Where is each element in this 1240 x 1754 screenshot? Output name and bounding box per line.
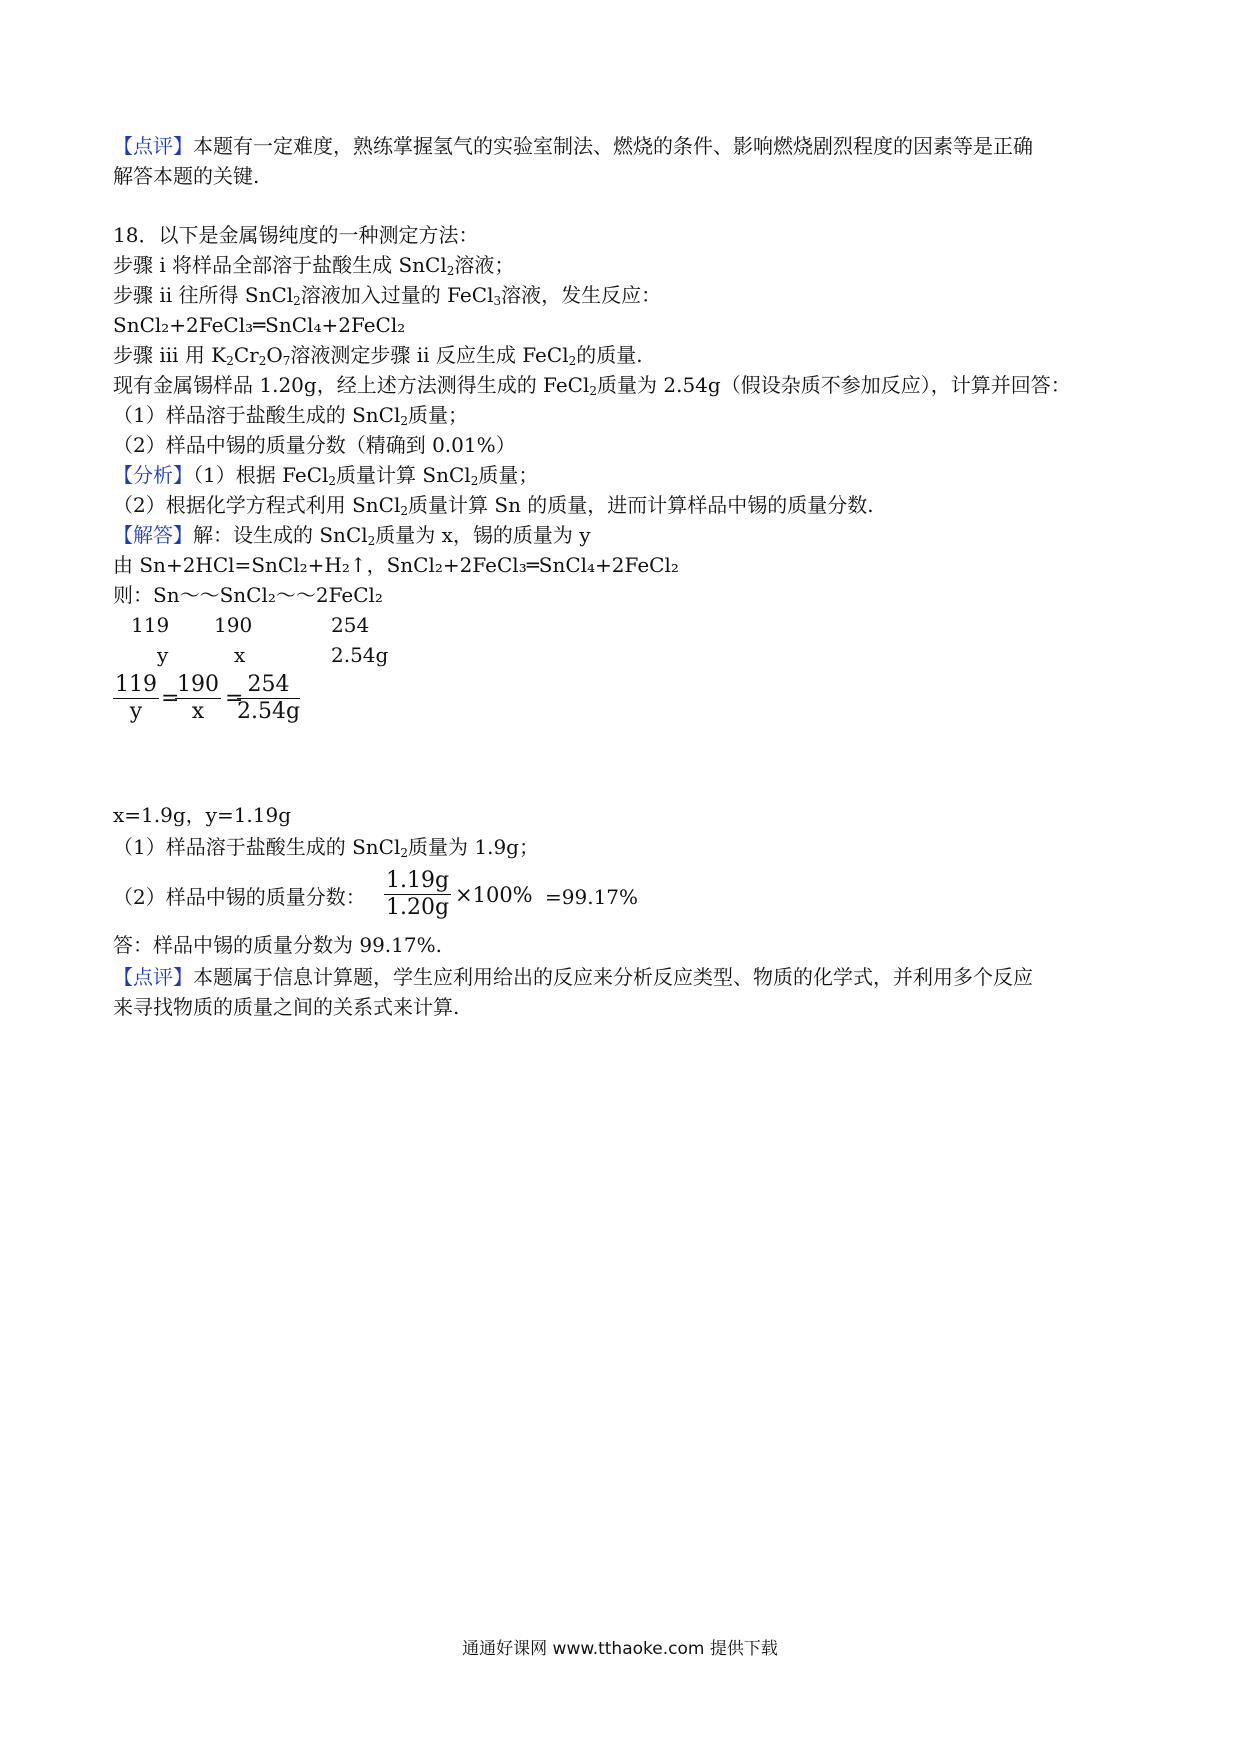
question-title: 18．以下是金属锡纯度的一种测定方法：: [113, 223, 479, 247]
comment-2-line-1: 【点评】本题属于信息计算题，学生应利用给出的反应来分析反应类型、物质的化学式，并利用多个反应: [113, 965, 1033, 989]
question-part-1: （1）样品溶于盐酸生成的 SnCl$_2$质量；: [113, 403, 469, 428]
question-part-2: （2）样品中锡的质量分数（精确到 0.01%）: [113, 433, 516, 457]
footer-watermark: 通通好课网 www.tthaoke.com 提供下载: [462, 1639, 778, 1659]
reaction-equation: SnCl₂+2FeCl₃═SnCl₄+2FeCl₂: [113, 313, 406, 337]
solution-ratio: 则：Sn～～SnCl₂～～2FeCl₂: [113, 583, 383, 607]
comment-text: 本题有一定难度，熟练掌握氢气的实验室制法、燃烧的条件、影响燃烧剧烈程度的因素等是正确: [193, 134, 1033, 158]
answer-2-result: =99.17%: [545, 885, 639, 909]
question-step-1: 步骤 i 将样品全部溶于盐酸生成 SnCl$_2$溶液；: [113, 253, 515, 278]
comment-text: 解答本题的关键.: [113, 164, 260, 188]
molar-mass-fecl2: 254: [331, 613, 370, 637]
equals-sign: =: [225, 686, 244, 711]
solution-intro: 【解答】解：设生成的 SnCl$_2$质量为 x，锡的质量为 y: [113, 523, 591, 548]
comment-1-line-1: [113, 131, 1033, 161]
fraction-119-y: 119 y: [115, 672, 157, 724]
molar-mass-sn: 119: [131, 613, 170, 637]
comment-tag: 【点评】: [113, 965, 193, 989]
solution-equations: 由 Sn+2HCl=SnCl₂+H₂↑，SnCl₂+2FeCl₃═SnCl₄+2FeCl₂: [113, 553, 679, 577]
analysis-line-1: 【分析】（1）根据 FeCl$_2$质量计算 SnCl$_2$质量；: [113, 463, 539, 488]
given-mass: 2.54g: [331, 643, 389, 667]
times-100-percent: ×100%: [455, 883, 533, 907]
solution-tag: 【解答】: [113, 523, 193, 547]
question-given: 现有金属锡样品 1.20g，经上述方法测得生成的 FeCl$_2$质量为 2.54g（假设杂质不参加反应），计算并回答：: [113, 373, 1071, 398]
analysis-line-2: （2）根据化学方程式利用 SnCl$_2$质量计算 Sn 的质量，进而计算样品中锡的质量分数.: [113, 493, 874, 518]
molar-mass-sncl2: 190: [214, 613, 253, 637]
analysis-tag: 【分析】: [113, 463, 193, 487]
fraction-percent: 1.19g 1.20g: [386, 868, 450, 920]
answer-2: （2）样品中锡的质量分数：: [113, 885, 366, 909]
question-step-3: 步骤 iii 用 $K_2Cr_2O_7$溶液测定步骤 ii 反应生成 FeCl$_2$的质量.: [113, 343, 643, 368]
unknown-y: y: [157, 643, 169, 667]
final-answer: 答：样品中锡的质量分数为 99.17%.: [113, 933, 442, 957]
answer-1: （1）样品溶于盐酸生成的 SnCl$_2$质量为 1.9g；: [113, 835, 539, 860]
equals-sign: =: [161, 686, 180, 711]
fraction-190-x: 190 x: [177, 672, 219, 724]
comment-tag: 【点评】: [113, 134, 193, 158]
question-step-2: 步骤 ii 往所得 SnCl$_2$溶液加入过量的 FeCl$_3$溶液，发生反应：: [113, 283, 662, 308]
fraction-254-2.54g: 254 2.54g: [237, 672, 301, 724]
solution-result: x=1.9g，y=1.19g: [113, 803, 292, 827]
comment-2-line-2: 来寻找物质的质量之间的关系式来计算.: [113, 995, 460, 1019]
comment-1-line-2: [113, 161, 259, 191]
unknown-x: x: [234, 643, 246, 667]
